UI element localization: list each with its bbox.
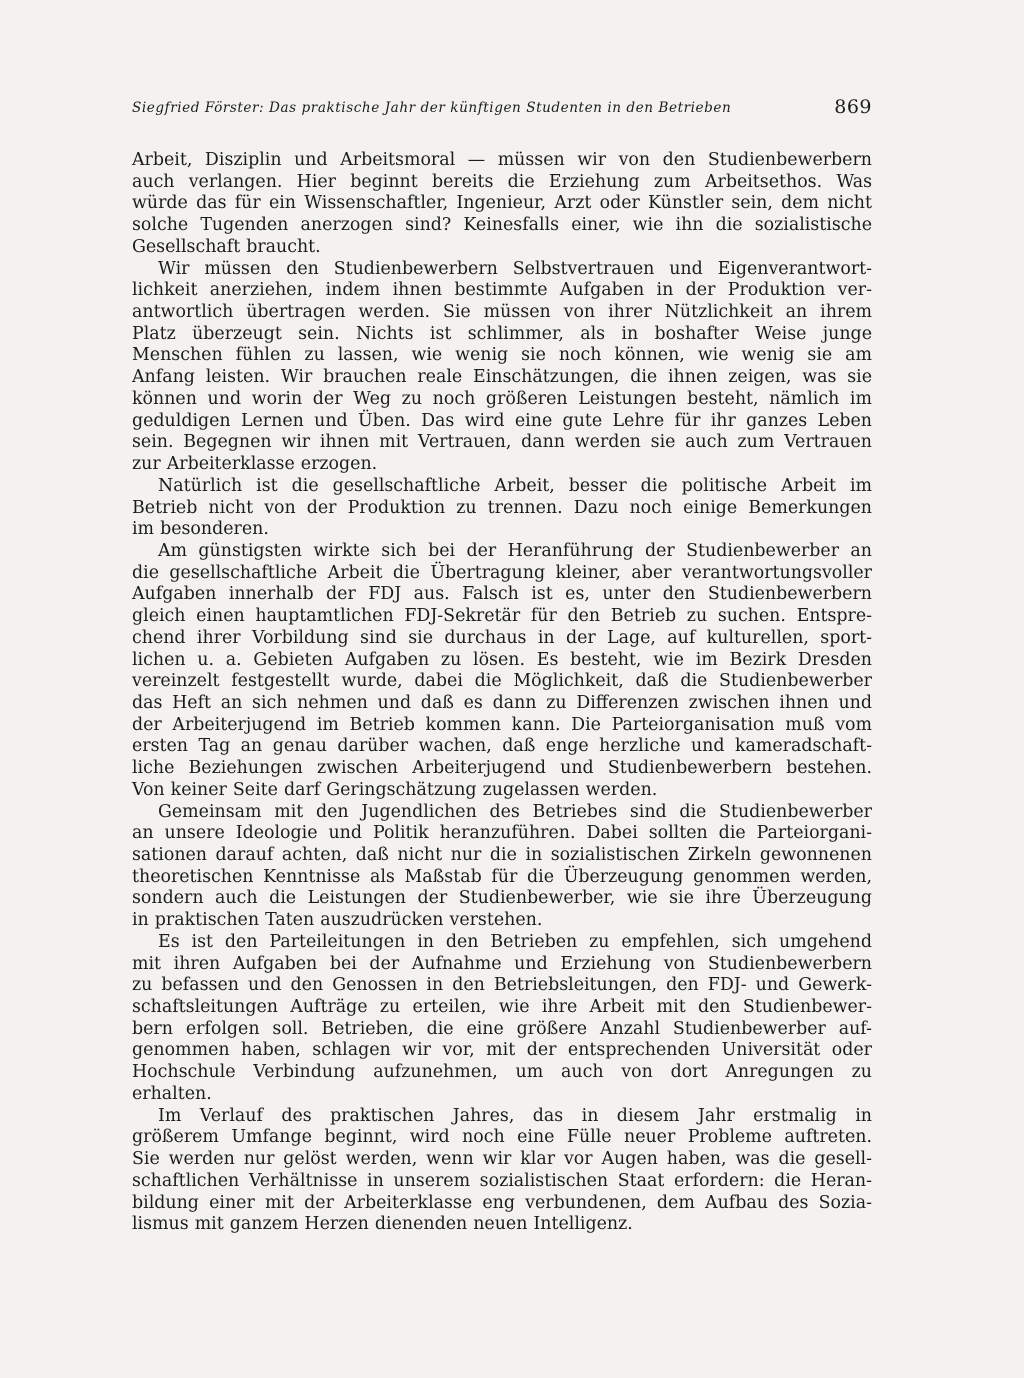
- text-line: gleich einen hauptamtlichen FDJ-Sekretär für den Betrieb zu suchen. Entspre-: [132, 606, 872, 627]
- text-line: Hochschule Verbindung aufzunehmen, um auch von dort Anregungen zu: [132, 1062, 872, 1083]
- text-line: bildung einer mit der Arbeiterklasse eng verbundenen, dem Aufbau des Sozia-: [132, 1192, 872, 1213]
- text-line: theoretischen Kenntnisse als Maßstab für die Überzeugung genommen werden,: [132, 866, 872, 887]
- text-line: Gemeinsam mit den Jugendlichen des Betriebes sind die Studienbewerber: [158, 801, 872, 822]
- text-line: erhalten.: [132, 1083, 212, 1104]
- text-line: sondern auch die Leistungen der Studienbewerber, wie sie ihre Überzeugung: [132, 888, 872, 909]
- text-line: chend ihrer Vorbildung sind sie durchaus in der Lage, auf kulturellen, sport-: [132, 627, 872, 648]
- text-line: der Arbeiterjugend im Betrieb kommen kann. Die Parteiorganisation muß vom: [132, 714, 872, 735]
- text-line: antwortlich übertragen werden. Sie müssen von ihrer Nützlichkeit an ihrem: [132, 302, 872, 323]
- text-line: sein. Begegnen wir ihnen mit Vertrauen, dann werden sie auch zum Vertrauen: [132, 432, 872, 453]
- paragraph: [132, 259, 872, 476]
- running-title: Siegfried Förster: Das praktische Jahr der künftigen Studenten in den Betrieben: [132, 100, 732, 116]
- text-line: ersten Tag an genau darüber wachen, daß enge herzliche und kameradschaft-: [132, 736, 872, 757]
- text-line: Von keiner Seite darf Geringschätzung zugelassen werden.: [132, 779, 658, 800]
- text-line: schaftlichen Verhältnisse in unserem sozialistischen Staat erfordern: die Heran-: [132, 1170, 872, 1191]
- text-line: das Heft an sich nehmen und daß es dann zu Differenzen zwischen ihnen und: [132, 692, 872, 713]
- paragraph: [132, 476, 872, 541]
- text-line: Platz überzeugt sein. Nichts ist schlimmer, als in boshafter Weise junge: [132, 323, 872, 344]
- text-line: Sie werden nur gelöst werden, wenn wir klar vor Augen haben, was die gesell-: [132, 1149, 872, 1170]
- text-line: würde das für ein Wissenschaftler, Ingenieur, Arzt oder Künstler sein, dem nicht: [132, 193, 872, 214]
- text-line: Aufgaben innerhalb der FDJ aus. Falsch ist es, unter den Studienbewerbern: [132, 584, 872, 605]
- text-line: zu befassen und den Genossen in den Betriebsleitungen, den FDJ- und Gewerk-: [132, 975, 872, 996]
- text-line: Natürlich ist die gesellschaftliche Arbeit, besser die politische Arbeit im: [158, 475, 872, 496]
- article-body: [132, 150, 872, 1236]
- text-line: genommen haben, schlagen wir vor, mit der entsprechenden Universität oder: [132, 1040, 872, 1061]
- text-line: bern erfolgen soll. Betrieben, die eine größere Anzahl Studienbewerber auf-: [132, 1018, 872, 1039]
- text-line: können und worin der Weg zu noch größeren Leistungen besteht, nämlich im: [132, 388, 872, 409]
- text-line: schaftsleitungen Aufträge zu erteilen, wie ihre Arbeit mit den Studienbewer-: [132, 997, 872, 1018]
- text-line: lichen u. a. Gebieten Aufgaben zu lösen. Es besteht, wie im Bezirk Dresden: [132, 649, 872, 670]
- text-line: Menschen fühlen zu lassen, wie wenig sie noch können, wie wenig sie am: [132, 345, 872, 366]
- paragraph: [132, 150, 872, 259]
- text-line: größerem Umfange beginnt, wird noch eine Fülle neuer Probleme auftreten.: [132, 1127, 872, 1148]
- text-line: Am günstigsten wirkte sich bei der Heranführung der Studienbewerber an: [158, 540, 872, 561]
- paragraph: [132, 802, 872, 932]
- text-line: lichkeit anerziehen, indem ihnen bestimmte Aufgaben in der Produktion ver-: [132, 280, 872, 301]
- page-number: 869: [834, 96, 872, 118]
- paragraph: [132, 1106, 872, 1236]
- text-line: auch verlangen. Hier beginnt bereits die Erziehung zum Arbeitsethos. Was: [132, 171, 872, 192]
- text-line: Im Verlauf des praktischen Jahres, das in diesem Jahr erstmalig in: [158, 1105, 872, 1126]
- text-line: die gesellschaftliche Arbeit die Übertragung kleiner, aber verantwortungsvoller: [132, 562, 872, 583]
- text-line: an unsere Ideologie und Politik heranzuführen. Dabei sollten die Parteiorgani-: [132, 823, 872, 844]
- text-line: Betrieb nicht von der Produktion zu trennen. Dazu noch einige Bemerkungen: [132, 497, 872, 518]
- paragraph: [132, 932, 872, 1106]
- text-line: Arbeit, Disziplin und Arbeitsmoral — müssen wir von den Studienbewerbern: [132, 150, 872, 170]
- text-line: Anfang leisten. Wir brauchen reale Einschätzungen, die ihnen zeigen, was sie: [132, 367, 872, 388]
- page-header: [132, 96, 872, 124]
- text-line: mit ihren Aufgaben bei der Aufnahme und Erziehung von Studienbewerbern: [132, 953, 872, 974]
- text-line: geduldigen Lernen und Üben. Das wird eine gute Lehre für ihr ganzes Leben: [132, 410, 872, 431]
- text-line: in praktischen Taten auszudrücken verstehen.: [132, 910, 543, 931]
- text-line: vereinzelt festgestellt wurde, dabei die Möglichkeit, daß die Studienbewerber: [132, 671, 872, 692]
- text-line: Wir müssen den Studienbewerbern Selbstvertrauen und Eigenverantwort-: [158, 258, 872, 279]
- text-line: solche Tugenden anerzogen sind? Keinesfalls einer, wie ihn die sozialistische: [132, 215, 872, 236]
- text-line: zur Arbeiterklasse erzogen.: [132, 454, 378, 475]
- text-line: Es ist den Parteileitungen in den Betrieben zu empfehlen, sich umgehend: [158, 931, 872, 952]
- paragraph: [132, 541, 872, 802]
- text-line: Gesellschaft braucht.: [132, 236, 321, 257]
- text-line: im besonderen.: [132, 519, 269, 540]
- text-line: lismus mit ganzem Herzen dienenden neuen Intelligenz.: [132, 1214, 633, 1235]
- text-line: sationen darauf achten, daß nicht nur die in sozialistischen Zirkeln gewonnenen: [132, 845, 872, 865]
- text-line: liche Beziehungen zwischen Arbeiterjugend und Studienbewerbern bestehen.: [132, 758, 872, 779]
